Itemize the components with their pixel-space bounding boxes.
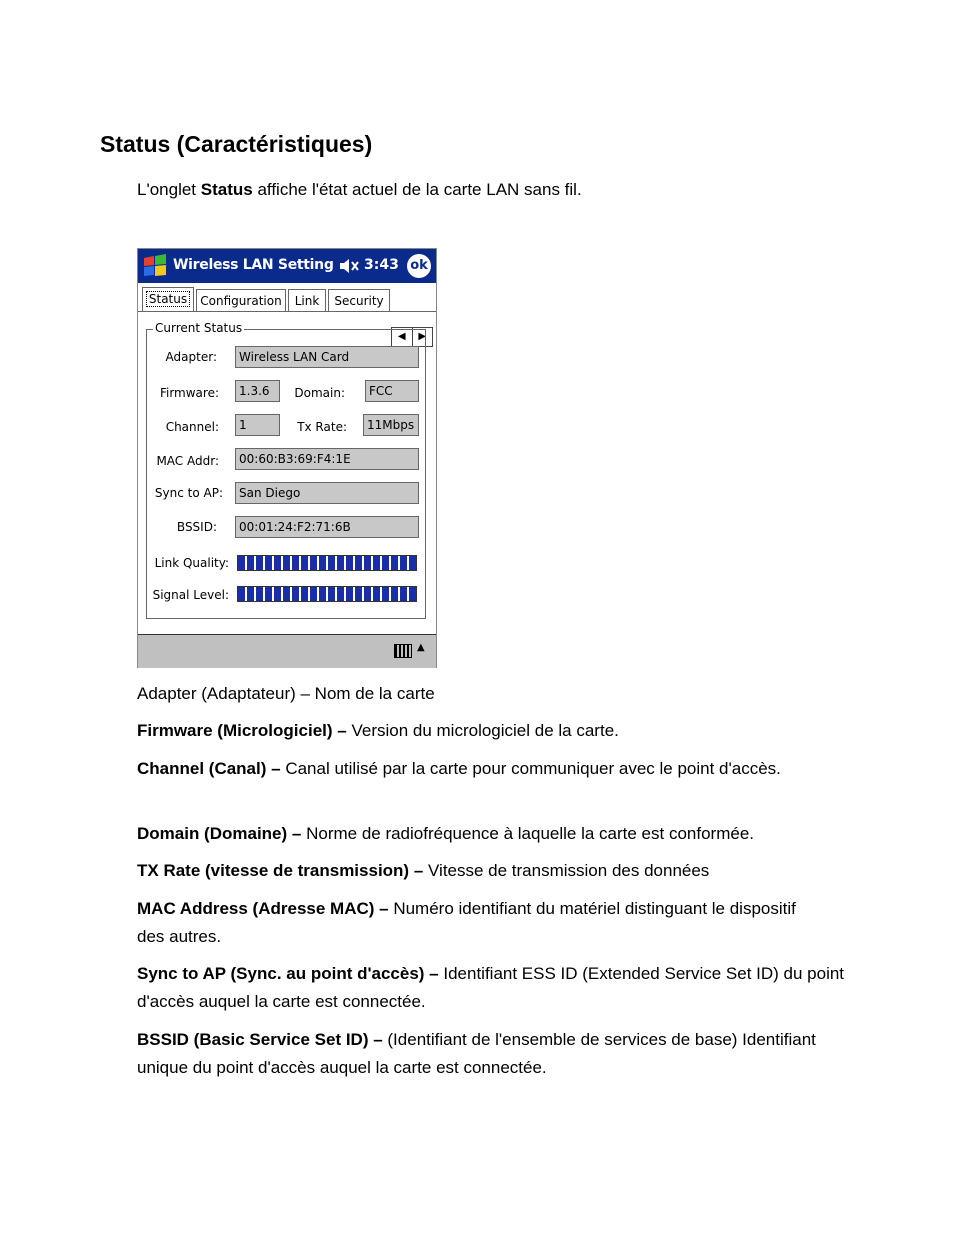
intro-post: affiche l'état actuel de la carte LAN sans fil. [252,180,582,199]
desc-bold: BSSID (Basic Service Set ID) – [137,1030,383,1049]
desc-bold: MAC Address (Adresse MAC) – [137,899,389,918]
desc-text: Canal utilisé par la carte pour communiquer avec le point d'accès. [280,759,781,778]
sync-field: San Diego [235,482,419,504]
tab-configuration[interactable]: Configuration [196,289,286,311]
channel-field: 1 [235,414,280,436]
intro-pre: L'onglet [137,180,201,199]
tx-rate-field: 11Mbps [363,414,419,436]
intro-text [137,180,582,200]
link-quality-bar [237,555,417,571]
desc-text: Norme de radiofréquence à laquelle la carte est conformée. [301,824,755,843]
current-status-group [146,321,426,619]
title-bar [138,249,436,283]
tab-security[interactable]: Security [328,289,390,311]
tab-divider [138,311,436,312]
desc-bold: Firmware (Micrologiciel) – [137,721,347,740]
signal-level-bar [237,586,417,602]
desc-text: Numéro identifiant du matériel distinguant le dispositif des autres. [137,899,796,946]
desc-firmware [137,717,857,745]
desc-bssid [137,1026,827,1082]
adapter-label: Adapter: [165,350,217,364]
desc-text: (Identifiant de l'ensemble de services de base) Identifiant unique du point d'accès auquel la carte est connectée. [137,1030,816,1077]
chevron-right-icon[interactable]: ▶ [418,331,427,342]
tab-status[interactable] [142,287,194,311]
chevron-left-icon[interactable]: ◀ [392,328,413,346]
page-title: Status (Caractéristiques) [100,131,373,157]
desc-text: Identifiant ESS ID (Extended Service Set ID) du point d'accès auquel la carte est connectée. [137,964,845,1011]
windows-logo-icon[interactable] [142,254,168,278]
domain-field: FCC [365,380,419,402]
keyboard-icon[interactable] [394,644,412,658]
desc-text: Vitesse de transmission des données [423,861,710,880]
link-quality-label: Link Quality: [154,556,229,570]
desc-bold: TX Rate (vitesse de transmission) – [137,861,424,880]
firmware-label: Firmware: [159,386,219,400]
clock[interactable]: 3:43 [364,257,399,273]
pda-screenshot [137,248,437,668]
ok-button[interactable]: ok [407,254,431,278]
desc-bold: Channel (Canal) – [137,759,281,778]
domain-label: Domain: [294,386,345,400]
mac-field: 00:60:B3:69:F4:1E [235,448,419,470]
firmware-field: 1.3.6 [235,380,280,402]
desc-tx-rate [137,857,857,885]
bottom-bar [138,634,436,668]
speaker-icon[interactable] [338,257,360,275]
signal-level-label: Signal Level: [152,588,229,602]
sync-label: Sync to AP: [154,486,223,500]
desc-sync [137,960,857,1016]
desc-mac [137,895,807,951]
bssid-label: BSSID: [176,520,217,534]
window-title: Wireless LAN Setting [173,257,334,273]
desc-adapter [137,680,857,708]
desc-bold: Sync to AP (Sync. au point d'accès) – [137,964,439,983]
channel-label: Channel: [165,420,219,434]
desc-text: Version du micrologiciel de la carte. [346,721,619,740]
desc-bold: Domain (Domaine) – [137,824,302,843]
intro-bold: Status [200,180,253,199]
desc-channel [137,755,797,783]
desc-domain [137,820,857,848]
bssid-field: 00:01:24:F2:71:6B [235,516,419,538]
tab-link[interactable]: Link [288,289,326,311]
mac-label: MAC Addr: [156,454,219,468]
caret-up-icon[interactable]: ▲ [417,642,425,653]
tab-status-label: Status [146,291,190,307]
adapter-field: Wireless LAN Card [235,346,419,368]
tx-rate-label: Tx Rate: [297,420,347,434]
group-title: Current Status [155,321,243,335]
desc-text: Adapter (Adaptateur) – Nom de la carte [137,684,435,703]
